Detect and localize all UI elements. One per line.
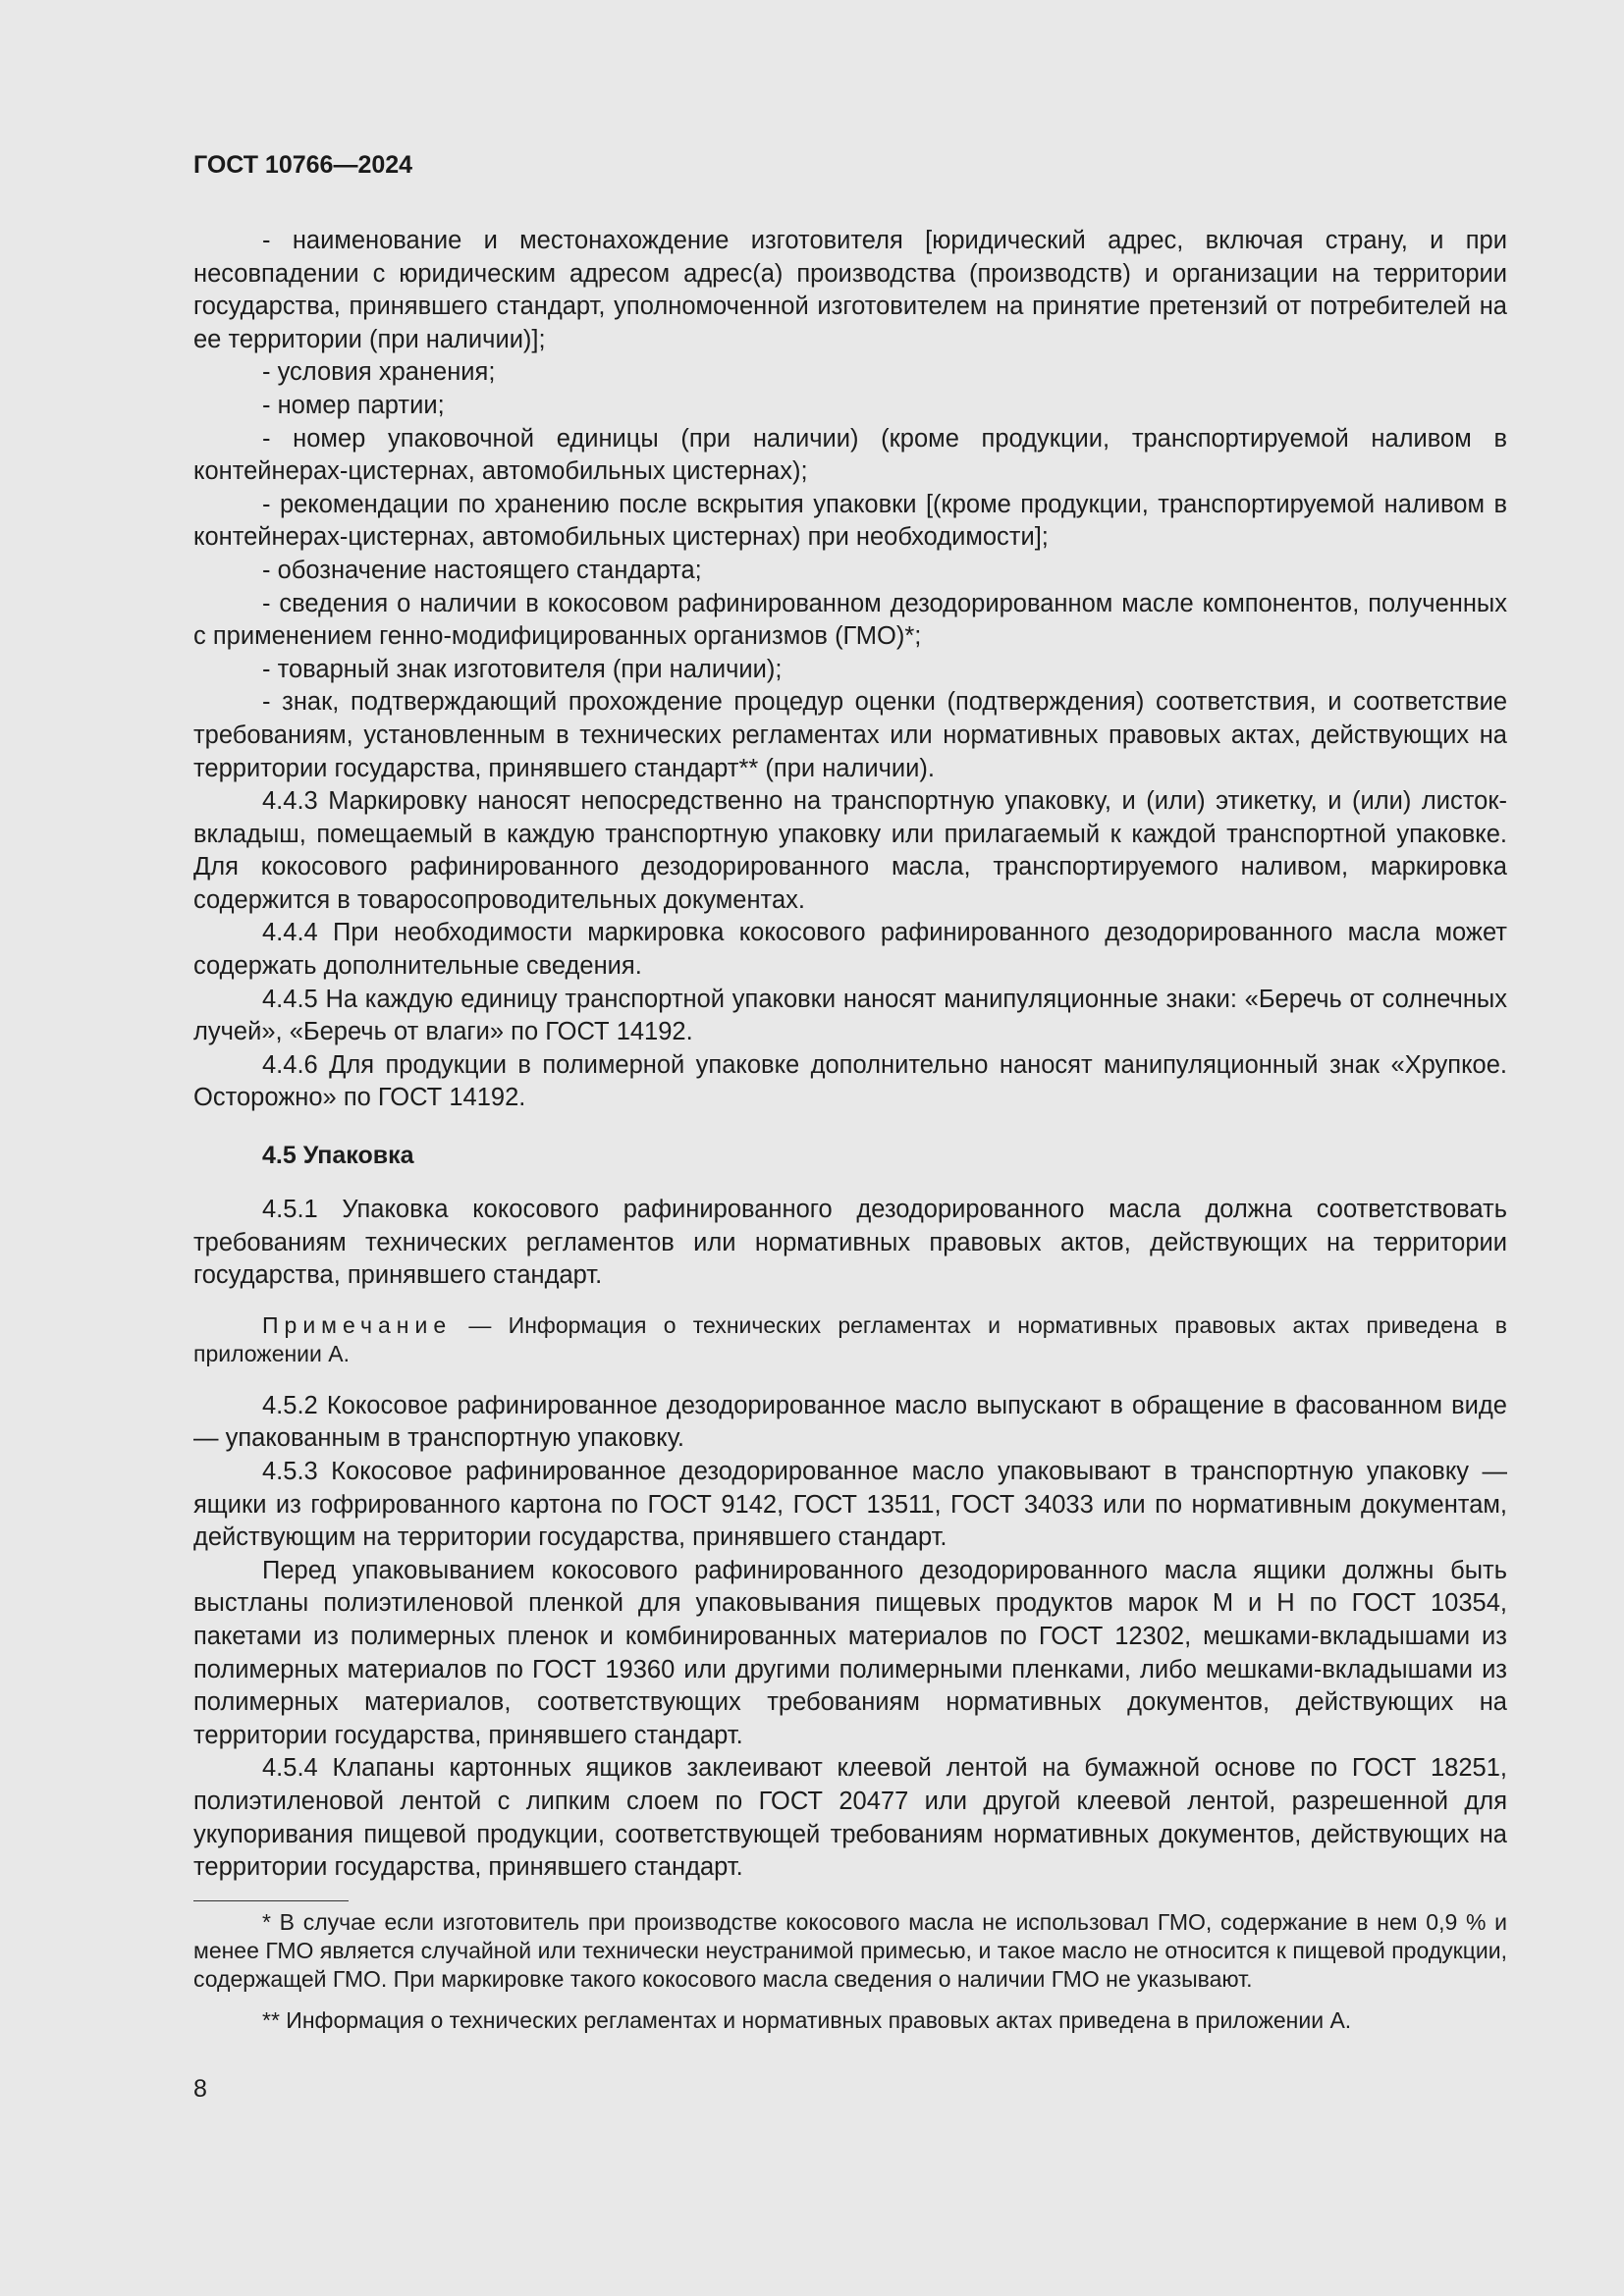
list-item: - номер упаковочной единицы (при наличии) (кроме продукции, транспортируемой наливом в контейнерах-цистернах, автомобильных цистернах); [193,424,1507,486]
list-item: - знак, подтверждающий прохождение процедур оценки (подтверждения) соответствия, и соответствие требованиям, установленным в технических регламентах или нормативных правовых актах, действующих на территории государства, принявшего стандарт** (при наличии). [193,688,1507,782]
paragraph-4-4-6: 4.4.6 Для продукции в полимерной упаковке дополнительно наносят манипуляционный знак «Хрупкое. Осторожно» по ГОСТ 14192. [193,1050,1507,1112]
footnotes [193,1908,1507,2048]
footnote-divider [193,1900,349,1901]
paragraph-4-4-5: 4.4.5 На каждую единицу транспортной упаковки наносят манипуляционные знаки: «Беречь от солнечных лучей», «Беречь от влаги» по ГОСТ 14192. [193,985,1507,1046]
list-item: - товарный знак изготовителя (при наличии); [262,655,783,683]
list-item: - наименование и местонахождение изготовителя [юридический адрес, включая страну, и при несовпадении с юридическим адресом адрес(а) производства (производств) и организации на территории государства, принявшего стандарт, уполномоченной изготовителем на принятие претензий от потребителей на ее территории (при наличии)]; [193,227,1507,353]
section-title-4-5: 4.5 Упаковка [262,1142,414,1170]
note [193,1311,1507,1368]
paragraph-4-5-3: 4.5.3 Кокосовое рафинированное дезодорированное масло упаковывают в транспортную упаковку — ящики из гофрированного картона по ГОСТ 9142, ГОСТ 13511, ГОСТ 34033 или по нормативным документам, действующим на территории государства, принявшего стандарт. [193,1458,1507,1552]
page-number: 8 [193,2075,207,2103]
paragraph-4-4-4: 4.4.4 При необходимости маркировка кокосового рафинированного дезодорированного масла может содержать дополнительные сведения. [193,919,1507,981]
list-item: - условия хранения; [262,358,496,387]
paragraph-4-5-2: 4.5.2 Кокосовое рафинированное дезодорированное масло выпускают в обращение в фасованном виде — упакованным в транспортную упаковку. [193,1391,1507,1453]
note-label: Примечание [262,1311,453,1338]
paragraph-4-5-3-continued: Перед упаковыванием кокосового рафинированного дезодорированного масла ящики должны быть выстланы полиэтиленовой пленкой для упаковывания пищевых продуктов марок М и Н по ГОСТ 10354, пакетами из полимерных пленок и комбинированных материалов по ГОСТ 12302, мешками-вкладышами из полимерных материалов по ГОСТ 19360 или другими полимерными пленками, либо мешками-вкладышами из полимерных материалов, соответствующих требованиям нормативных документов, действующих на территории государства, принявшего стандарт. [193,1556,1507,1749]
list-item: - рекомендации по хранению после вскрытия упаковки [(кроме продукции, транспортируемой наливом в контейнерах-цистернах, автомобильных цистернах) при необходимости]; [193,490,1507,552]
document-code-header: ГОСТ 10766—2024 [193,151,413,179]
list-item: - обозначение настоящего стандарта; [262,556,702,584]
paragraph-4-5-1: 4.5.1 Упаковка кокосового рафинированного дезодорированного масла должна соответствовать требованиям технических регламентов или нормативных правовых актов, действующих на территории государства, принявшего стандарт. [193,1196,1507,1290]
footnote-2: ** Информация о технических регламентах и нормативных правовых актах приведена в приложении А. [262,2007,1352,2033]
footnote-1: * В случае если изготовитель при производстве кокосового масла не использовал ГМО, содержание в нем 0,9 % и менее ГМО является случайной или технически неустранимой примесью, и такое масло не относится к пищевой продукции, содержащей ГМО. При маркировке такого кокосового масла сведения о наличии ГМО не указывают. [193,1909,1507,1992]
note-text: — Информация о технических регламентах и нормативных правовых актах приведена в приложении А. [193,1311,1507,1366]
list-item: - номер партии; [262,391,445,419]
document-body [193,225,1507,1885]
list-item: - сведения о наличии в кокосовом рафинированном дезодорированном масле компонентов, полученных с применением генно-модифицированных организмов (ГМО)*; [193,589,1507,651]
paragraph-4-5-4: 4.5.4 Клапаны картонных ящиков заклеивают клеевой лентой на бумажной основе по ГОСТ 18251, полиэтиленовой лентой с липким слоем по ГОСТ 20477 или другой клеевой лентой, разрешенной для укупоривания пищевой продукции, соответствующей требованиям нормативных документов, действующих на территории государства, принявшего стандарт. [193,1754,1507,1882]
paragraph-4-4-3: 4.4.3 Маркировку наносят непосредственно на транспортную упаковку, и (или) этикетку, и (или) листок-вкладыш, помещаемый в каждую транспортную упаковку или прилагаемый к каждой транспортной упаковке. Для кокосового рафинированного дезодорированного масла, транспортируемого наливом, маркировка содержится в товаросопроводительных документах. [193,787,1507,914]
